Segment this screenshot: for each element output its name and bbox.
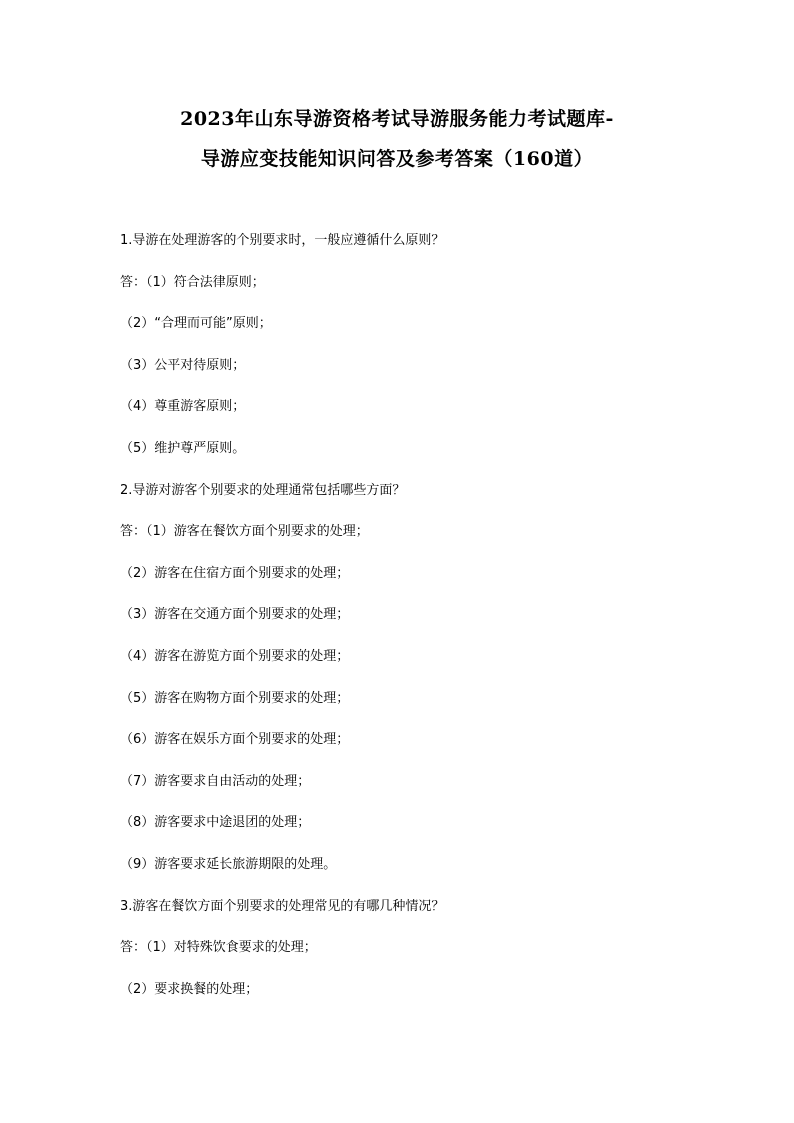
question-3: 3.游客在餐饮方面个别要求的处理常见的有哪几种情况？ — [120, 898, 445, 914]
answer-line: （8）游客要求中途退团的处理； — [120, 815, 311, 831]
answer-line: 答：（1）游客在餐饮方面个别要求的处理； — [120, 524, 369, 540]
document-title-line-1: 2023年山东导游资格考试导游服务能力考试题库- — [180, 108, 614, 130]
answer-line: （7）游客要求自由活动的处理； — [120, 773, 311, 789]
answer-line: （2）要求换餐的处理； — [120, 981, 259, 997]
answer-line: （2）“合理而可能”原则； — [120, 316, 272, 332]
answer-line: 答：（1）对特殊饮食要求的处理； — [120, 940, 317, 956]
answer-line: （5）维护尊严原则。 — [120, 440, 246, 456]
answer-line: （9）游客要求延长旅游期限的处理。 — [120, 856, 337, 872]
answer-line: （6）游客在娱乐方面个别要求的处理； — [120, 732, 350, 748]
answer-line: （4）尊重游客原则； — [120, 399, 246, 415]
document-body — [120, 230, 700, 1020]
question-1: 1.导游在处理游客的个别要求时，一般应遵循什么原则？ — [120, 233, 445, 248]
answer-line: （3）游客在交通方面个别要求的处理； — [120, 607, 350, 623]
document-title-line-2: 导游应变技能知识问答及参考答案（160道） — [200, 148, 594, 170]
question-2: 2.导游对游客个别要求的处理通常包括哪些方面？ — [120, 482, 406, 498]
answer-line: （4）游客在游览方面个别要求的处理； — [120, 648, 350, 664]
answer-line: （2）游客在住宿方面个别要求的处理； — [120, 565, 350, 581]
answer-line: 答：（1）符合法律原则； — [120, 274, 265, 290]
answer-line: （3）公平对待原则； — [120, 357, 246, 373]
answer-line: （5）游客在购物方面个别要求的处理； — [120, 690, 350, 706]
